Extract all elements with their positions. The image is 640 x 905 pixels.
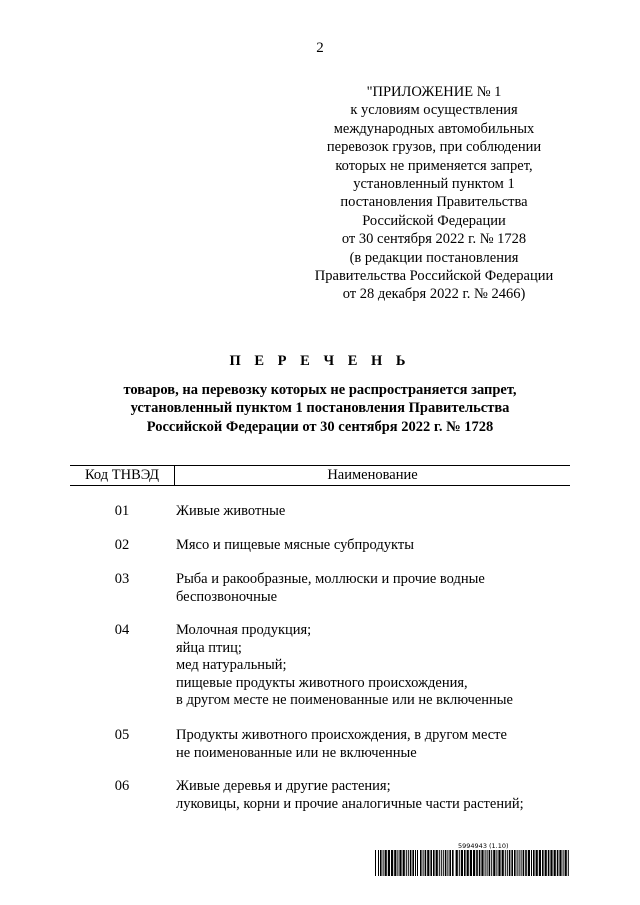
row-name-line: не поименованные или не включенные: [176, 744, 417, 761]
document-heading: П Е Р Е Ч Е Н Ь: [229, 353, 411, 369]
row-code: 03: [114, 571, 130, 587]
appendix-line: Российской Федерации: [362, 212, 506, 229]
row-name-line: в другом месте не поименованные или не включенные: [176, 692, 513, 708]
barcode-image: [375, 850, 570, 876]
row-code: 01: [114, 503, 130, 519]
appendix-header: [300, 83, 568, 304]
row-name-line: Рыба и ракообразные, моллюски и прочие водные: [176, 571, 485, 587]
row-name: [176, 778, 576, 813]
appendix-line: которых не применяется запрет,: [335, 157, 533, 174]
row-code: 06: [114, 778, 130, 794]
row-name-line: Живые животные: [176, 503, 286, 519]
row-name-line: яйца птиц;: [176, 639, 242, 656]
subtitle-line: установленный пунктом 1 постановления Правительства: [130, 400, 510, 417]
appendix-line: "ПРИЛОЖЕНИЕ № 1: [366, 84, 502, 100]
row-name: [176, 571, 576, 606]
column-header-code: Код ТНВЭД: [84, 467, 160, 483]
appendix-line: международных автомобильных: [333, 120, 535, 137]
row-name: [176, 622, 576, 710]
row-name-line: пищевые продукты животного происхождения,: [176, 674, 468, 691]
row-code: 02: [114, 537, 130, 553]
subtitle-line: товаров, на перевозку которых не распространяется запрет,: [123, 382, 517, 398]
table-header-top-rule: [70, 465, 570, 466]
page-number: 2: [316, 40, 324, 56]
row-name: [176, 537, 576, 555]
row-name-line: Живые деревья и другие растения;: [176, 778, 391, 794]
appendix-line: установленный пунктом 1: [353, 176, 515, 193]
row-name-line: Продукты животного происхождения, в другом месте: [176, 727, 507, 743]
row-name-line: Молочная продукция;: [176, 622, 312, 638]
document-subtitle: [0, 381, 640, 436]
row-name-line: беспозвоночные: [176, 588, 278, 605]
appendix-line: к условиям осуществления: [350, 102, 518, 119]
row-name-line: мед натуральный;: [176, 657, 287, 673]
barcode-label: 5994943 (1.10): [458, 842, 509, 850]
row-name: [176, 727, 576, 762]
appendix-line: (в редакции постановления: [349, 249, 519, 266]
row-name-line: луковицы, корни и прочие аналогичные части растений;: [176, 795, 524, 812]
subtitle-line: Российской Федерации от 30 сентября 2022 г. № 1728: [146, 418, 494, 435]
appendix-line: Правительства Российской Федерации: [314, 268, 554, 285]
row-name: [176, 503, 576, 521]
row-code: 05: [114, 727, 130, 743]
table-header-bottom-rule: [70, 485, 570, 486]
appendix-line: от 28 декабря 2022 г. № 2466): [342, 286, 526, 303]
appendix-line: перевозок грузов, при соблюдении: [326, 139, 542, 156]
appendix-line: постановления Правительства: [340, 194, 528, 211]
row-code: 04: [114, 622, 130, 638]
column-header-name: Наименование: [327, 467, 418, 483]
row-name-line: Мясо и пищевые мясные субпродукты: [176, 537, 414, 553]
table-header: [70, 465, 570, 486]
appendix-line: от 30 сентября 2022 г. № 1728: [341, 231, 527, 248]
